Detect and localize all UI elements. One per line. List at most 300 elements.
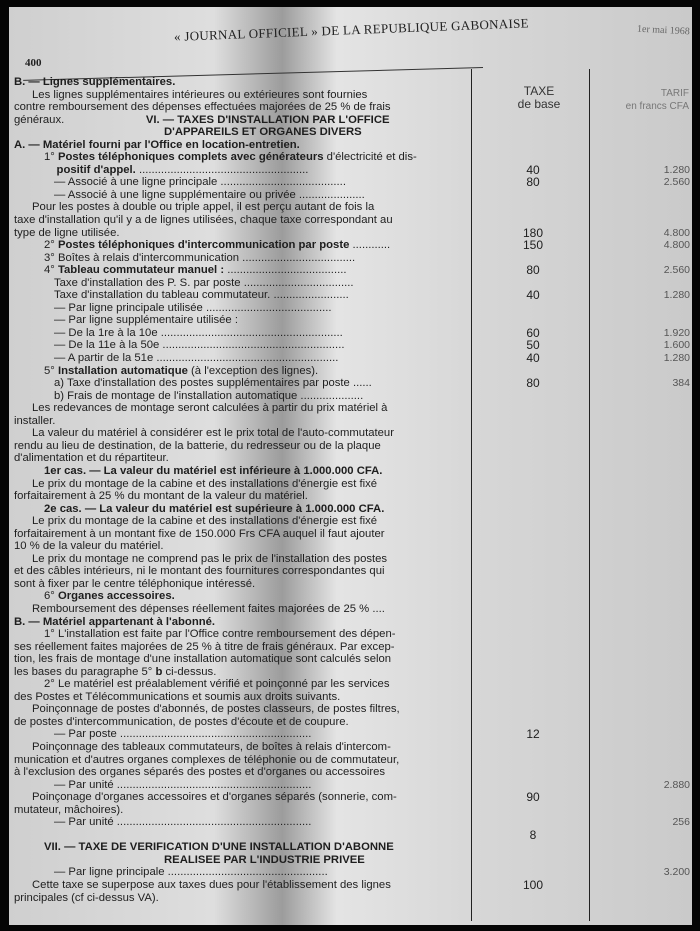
- tarif-cfa-value: [594, 89, 690, 102]
- taxe-de-base-value: [472, 703, 594, 716]
- line-text: [14, 603, 472, 616]
- line-body-text: ......................................: [224, 264, 347, 277]
- line-text: [14, 515, 472, 528]
- line-prefix: 2°: [44, 239, 58, 252]
- text-line: [14, 427, 694, 440]
- tarif-cfa-value: 4.800: [663, 226, 690, 239]
- line-body-text: Pour les postes à double ou triple appel, il est perçu autant de fois la: [32, 201, 375, 214]
- tarif-cfa-value: [594, 716, 690, 729]
- line-body-text: tion, les frais de montage d'une installation automatique sont calculés selon: [14, 653, 392, 666]
- text-line: [14, 277, 694, 290]
- taxe-de-base-value: [472, 616, 594, 629]
- line-text: [14, 239, 472, 252]
- taxe-de-base-value: [472, 478, 594, 491]
- line-body-text: [14, 829, 278, 841]
- taxe-de-base-value: 80: [526, 376, 540, 391]
- tarif-cfa-value: [594, 528, 690, 541]
- text-line: [14, 841, 694, 854]
- line-text: [14, 189, 472, 202]
- tarif-cfa-value: [594, 641, 690, 654]
- line-bold-text: VI. — TAXES D'INSTALLATION PAR L'OFFICE: [145, 113, 390, 126]
- text-line: [14, 176, 694, 189]
- line-body-text: d'alimentation et du répartiteur.: [14, 452, 169, 465]
- line-text: [14, 741, 472, 754]
- tarif-cfa-value: [594, 766, 690, 779]
- line-text: [14, 465, 472, 478]
- taxe-de-base-value: [472, 415, 594, 428]
- text-line: [14, 678, 694, 691]
- line-body-text: — Associé à une ligne supplémentaire ou privée .....................: [54, 188, 365, 201]
- line-body-text: — Par unité ..............................................................: [54, 778, 312, 791]
- tarif-cfa-value: [594, 252, 690, 265]
- taxe-de-base-value: 50: [526, 338, 540, 353]
- line-bold-text: 1er cas. — La valeur du matériel est inférieure à 1.000.000 CFA.: [44, 464, 383, 477]
- line-prefix: 6°: [44, 590, 58, 603]
- tarif-cfa-value: [594, 804, 690, 817]
- line-text: [14, 126, 472, 139]
- line-text: [14, 114, 472, 127]
- line-bold-text: Organes accessoires.: [57, 590, 175, 603]
- text-line: [14, 227, 694, 240]
- text-line: [14, 653, 694, 666]
- taxe-de-base-value: [472, 427, 594, 440]
- text-line: [14, 327, 694, 340]
- text-line: [14, 402, 694, 415]
- line-prefix: 1°: [44, 151, 58, 164]
- line-body-text: — Par ligne supplémentaire utilisée :: [54, 314, 238, 327]
- taxe-de-base-value: [472, 603, 594, 616]
- line-body-text: Poinçonage d'organes accessoires et d'organes séparés (sonnerie, com-: [32, 791, 397, 804]
- tarif-cfa-value: [594, 277, 690, 290]
- line-body-text: — Par ligne principale ...................................................: [54, 866, 328, 879]
- taxe-de-base-value: [472, 151, 594, 164]
- tarif-cfa-value: 3.200: [663, 866, 690, 879]
- line-text: [14, 503, 472, 516]
- line-body-text: — Associé à une ligne principale ........................................: [54, 176, 346, 189]
- line-body-text: ......................................................: [135, 163, 309, 176]
- text-line: [14, 866, 694, 879]
- line-body-text: contre remboursement des dépenses effectuées majorées de 25 % de frais: [14, 101, 391, 114]
- taxe-de-base-value: [472, 841, 594, 854]
- text-line: [14, 603, 694, 616]
- taxe-de-base-value: [472, 402, 594, 415]
- line-text: [14, 791, 472, 804]
- line-body-text: Poinçonnage de postes d'abonnés, de postes classeurs, de postes filtres,: [32, 703, 400, 716]
- text-line: [14, 365, 694, 378]
- taxe-de-base-value: 100: [522, 878, 544, 892]
- line-text: [14, 854, 472, 867]
- text-line: [14, 703, 694, 716]
- tarif-cfa-value: 1.600: [663, 339, 690, 352]
- column-header-tarif-line2: en francs CFA: [625, 101, 689, 112]
- line-text: [14, 590, 472, 603]
- line-text: [14, 314, 472, 327]
- taxe-de-base-value: [472, 641, 594, 654]
- taxe-de-base-value: 12: [526, 727, 540, 742]
- taxe-de-base-value: [472, 678, 594, 691]
- line-body-text: — De la 11e à la 50e ..........................................................: [54, 339, 345, 352]
- text-line: [14, 377, 694, 390]
- taxe-de-base-value: [472, 390, 594, 403]
- tarif-cfa-value: [594, 829, 690, 842]
- text-line: [14, 114, 694, 127]
- line-text: [14, 440, 472, 453]
- taxe-de-base-value: [472, 114, 594, 127]
- line-body-text: ............: [349, 239, 391, 252]
- taxe-de-base-value: [472, 89, 594, 102]
- taxe-de-base-value: [472, 653, 594, 666]
- line-bold-text: Postes téléphoniques complets avec générateurs: [57, 151, 324, 164]
- tarif-cfa-value: 2.560: [663, 176, 690, 189]
- taxe-de-base-value: [472, 666, 594, 679]
- tarif-cfa-value: [594, 114, 690, 127]
- taxe-de-base-value: [472, 854, 594, 867]
- text-line: [14, 139, 694, 152]
- tarif-cfa-value: [594, 390, 690, 403]
- text-line: [14, 641, 694, 654]
- taxe-de-base-value: [472, 139, 594, 152]
- taxe-de-base-value: [472, 189, 594, 202]
- tarif-cfa-value: [594, 653, 690, 666]
- tarif-cfa-value: [594, 201, 690, 214]
- tarif-cfa-value: [594, 678, 690, 691]
- text-line: [14, 854, 694, 867]
- line-bold-text: Installation automatique: [57, 364, 188, 377]
- text-line: [14, 252, 694, 265]
- tarif-cfa-value: 4.800: [663, 239, 690, 252]
- text-line: [14, 101, 694, 114]
- tarif-cfa-value: 2.880: [663, 778, 690, 791]
- line-body-text: 1° L'installation est faite par l'Office contre remboursement des dépen-: [44, 628, 396, 641]
- text-line: [14, 89, 694, 102]
- line-text: [14, 553, 472, 566]
- text-line: [14, 440, 694, 453]
- line-text: [14, 829, 472, 842]
- line-text: [14, 415, 472, 428]
- text-line: [14, 452, 694, 465]
- taxe-de-base-value: [472, 214, 594, 227]
- text-line: [14, 314, 694, 327]
- tarif-cfa-value: [594, 841, 690, 854]
- line-text: [14, 214, 472, 227]
- line-body-text: — Par unité ..............................................................: [54, 816, 312, 829]
- text-line: [14, 565, 694, 578]
- tarif-cfa-value: [594, 402, 690, 415]
- line-text: [14, 841, 472, 854]
- line-text: [14, 804, 472, 817]
- line-body-text: forfaitairement à 25 % du montant de la valeur du matériel.: [14, 490, 308, 503]
- tarif-cfa-value: [594, 302, 690, 315]
- line-body-text: Taxe d'installation du tableau commutateur. ........................: [54, 289, 349, 302]
- tarif-cfa-value: [594, 691, 690, 704]
- line-body-text: (à l'exception des lignes).: [187, 364, 319, 377]
- taxe-de-base-value: 40: [526, 162, 540, 177]
- line-body-text: Taxe d'installation des P. S. par poste ...................................: [54, 276, 354, 289]
- tarif-cfa-value: [594, 490, 690, 503]
- tarif-cfa-value: [594, 892, 690, 905]
- line-text: [14, 252, 472, 265]
- taxe-de-base-value: [472, 766, 594, 779]
- issue-date: 1er mai 1968: [636, 23, 691, 38]
- line-text: [14, 164, 472, 177]
- line-bold-text: Postes téléphoniques d'intercommunication par poste: [57, 239, 350, 252]
- line-text: [14, 728, 472, 741]
- tariff-table-body: [14, 76, 694, 904]
- text-line: [14, 892, 694, 905]
- taxe-de-base-value: 80: [526, 263, 540, 278]
- line-body-text: Les lignes supplémentaires intérieures ou extérieures sont fournies: [32, 88, 368, 101]
- line-body-text: — A partir de la 51e ..........................................................: [54, 352, 339, 365]
- text-line: [14, 390, 694, 403]
- line-text: [14, 866, 472, 879]
- tarif-cfa-value: [594, 754, 690, 767]
- tarif-cfa-value: [594, 427, 690, 440]
- line-text: [14, 327, 472, 340]
- taxe-de-base-value: [472, 892, 594, 905]
- line-text: [14, 754, 472, 767]
- line-text: [14, 277, 472, 290]
- taxe-de-base-value: [472, 553, 594, 566]
- line-text: [14, 703, 472, 716]
- line-body-text: — Par ligne principale utilisée ........................................: [54, 301, 332, 314]
- line-text: [14, 528, 472, 541]
- column-header-taxe-line1: TAXE: [523, 84, 555, 98]
- taxe-de-base-value: [472, 101, 594, 114]
- line-body-text: rendu au lieu de destination, de la batterie, du redresseur ou de la plaque: [14, 439, 381, 452]
- text-line: [14, 829, 694, 842]
- tarif-cfa-value: [594, 76, 690, 89]
- tarif-cfa-value: [594, 540, 690, 553]
- taxe-de-base-value: [472, 452, 594, 465]
- line-body-text: 10 % de la valeur du matériel.: [14, 540, 164, 553]
- column-header-taxe-line2: de base: [517, 97, 561, 111]
- line-bold-text: VII. — TAXE DE VERIFICATION D'UNE INSTALLATION D'ABONNE: [44, 841, 394, 854]
- taxe-de-base-value: [472, 76, 594, 89]
- line-body-text: principales (cf ci-dessus VA).: [14, 891, 159, 904]
- line-body-text: 3° Boîtes à relais d'intercommunication ....................................: [44, 251, 356, 264]
- tarif-cfa-value: [594, 590, 690, 603]
- line-body-text: taxe d'installation qu'il y a de lignes utilisées, chaque taxe correspondant au: [14, 214, 393, 227]
- line-body-text: 2° Le matériel est préalablement vérifié et poinçonné par les services: [44, 678, 390, 691]
- text-line: [14, 879, 694, 892]
- tarif-cfa-value: [594, 578, 690, 591]
- page-number: 400: [25, 57, 42, 69]
- line-text: [14, 716, 472, 729]
- line-body-text: Cette taxe se superpose aux taxes dues pour l'établissement des lignes: [32, 879, 391, 891]
- line-text: [14, 289, 472, 302]
- line-body-text: REALISEE PAR L'INDUSTRIE PRIVEE: [164, 853, 365, 866]
- tarif-cfa-value: [594, 616, 690, 629]
- taxe-de-base-value: [472, 816, 594, 829]
- taxe-de-base-value: [472, 302, 594, 315]
- line-body-text: Le prix du montage de la cabine et des installations d'énergie est fixé: [32, 515, 378, 528]
- line-text: [14, 101, 472, 114]
- line-text: [14, 565, 472, 578]
- line-prefix: généraux.: [14, 113, 146, 126]
- line-text: [14, 377, 472, 390]
- line-text: [14, 89, 472, 102]
- text-line: [14, 289, 694, 302]
- text-line: [14, 302, 694, 315]
- line-text: [14, 264, 472, 277]
- line-body-text: Les redevances de montage seront calculées à partir du prix matériel à: [32, 402, 388, 415]
- tarif-cfa-value: 2.560: [663, 264, 690, 277]
- tarif-cfa-value: [594, 101, 690, 114]
- tarif-cfa-value: [594, 666, 690, 679]
- taxe-de-base-value: 60: [526, 325, 540, 340]
- line-bold-text: Tableau commutateur manuel :: [57, 264, 225, 277]
- line-text: [14, 339, 472, 352]
- line-text: [14, 352, 472, 365]
- taxe-de-base-value: 150: [522, 238, 544, 253]
- tarif-cfa-value: [594, 440, 690, 453]
- line-prefix: les bases du paragraphe 5°: [14, 665, 156, 678]
- text-line: [14, 339, 694, 352]
- text-line: [14, 415, 694, 428]
- line-body-text: a) Taxe d'installation des postes supplémentaires par poste ......: [54, 377, 372, 390]
- text-line: [14, 528, 694, 541]
- taxe-de-base-value: [472, 590, 594, 603]
- line-body-text: Remboursement des dépenses réellement faites majorées de 25 % ....: [32, 602, 385, 615]
- line-text: [14, 892, 472, 905]
- text-line: [14, 804, 694, 817]
- text-line: [14, 754, 694, 767]
- taxe-de-base-value: [472, 565, 594, 578]
- tarif-cfa-value: [594, 879, 690, 892]
- line-body-text: mutateur, mâchoires).: [14, 803, 124, 816]
- text-line: [14, 791, 694, 804]
- journal-title: « JOURNAL OFFICIEL » DE LA REPUBLIQUE GABONAISE: [173, 15, 530, 44]
- line-bold-text: B. — Matériel appartenant à l'abonné.: [14, 615, 216, 628]
- text-line: [14, 465, 694, 478]
- taxe-de-base-value: [472, 540, 594, 553]
- line-bold-text: 2e cas. — La valeur du matériel est supérieure à 1.000.000 CFA.: [44, 502, 385, 515]
- line-text: [14, 76, 472, 89]
- tarif-cfa-value: [594, 553, 690, 566]
- text-line: [14, 716, 694, 729]
- line-text: [14, 302, 472, 315]
- line-text: [14, 578, 472, 591]
- taxe-de-base-value: [472, 804, 594, 817]
- line-body-text: sont à fixer par le centre téléphonique intéressé.: [14, 577, 256, 590]
- line-body-text: munication et d'autres organes complexes de téléphonie ou de commutateur,: [14, 753, 400, 766]
- line-body-text: D'APPAREILS ET ORGANES DIVERS: [164, 126, 362, 139]
- tarif-cfa-value: [594, 728, 690, 741]
- taxe-de-base-value: [472, 528, 594, 541]
- taxe-de-base-value: 40: [526, 351, 540, 366]
- line-bold-text: A. — Matériel fourni par l'Office en location-entretien.: [14, 138, 300, 151]
- line-bold-text: b: [155, 665, 163, 678]
- text-line: [14, 76, 694, 89]
- text-line: [14, 666, 694, 679]
- text-line: [14, 616, 694, 629]
- text-line: [14, 741, 694, 754]
- text-line: [14, 201, 694, 214]
- line-text: [14, 641, 472, 654]
- line-body-text: — De la 1re à la 10e ..........................................................: [54, 326, 343, 339]
- taxe-de-base-value: [472, 126, 594, 139]
- line-body-text: d'électricité et dis-: [323, 151, 417, 164]
- tarif-cfa-value: [594, 139, 690, 152]
- text-line: [14, 126, 694, 139]
- text-line: [14, 239, 694, 252]
- text-line: [14, 478, 694, 491]
- line-text: [14, 779, 472, 792]
- line-text: [14, 452, 472, 465]
- text-line: [14, 766, 694, 779]
- text-line: [14, 490, 694, 503]
- taxe-de-base-value: [472, 503, 594, 516]
- line-text: [14, 176, 472, 189]
- line-text: [14, 691, 472, 704]
- text-line: [14, 628, 694, 641]
- taxe-de-base-value: [472, 515, 594, 528]
- tarif-cfa-value: [594, 503, 690, 516]
- tarif-cfa-value: 1.280: [663, 289, 690, 302]
- line-body-text: ses réellement faites majorées de 25 % à titre de frais généraux. Par excep-: [14, 640, 395, 653]
- taxe-de-base-value: [472, 490, 594, 503]
- line-bold-text: B. — Lignes supplémentaires.: [14, 76, 176, 88]
- taxe-de-base-value: [472, 754, 594, 767]
- text-line: [14, 352, 694, 365]
- line-text: [14, 478, 472, 491]
- tarif-cfa-value: 1.280: [663, 352, 690, 365]
- text-line: [14, 590, 694, 603]
- line-text: [14, 666, 472, 679]
- line-text: [14, 390, 472, 403]
- tarif-cfa-value: [594, 126, 690, 139]
- taxe-de-base-value: 90: [526, 790, 540, 805]
- taxe-de-base-value: [472, 201, 594, 214]
- line-text: [14, 402, 472, 415]
- line-text: [14, 201, 472, 214]
- taxe-de-base-value: [472, 691, 594, 704]
- line-body-text: et des câbles intérieurs, ni le montant des fournitures correspondantes qui: [14, 565, 385, 578]
- tarif-cfa-value: 256: [672, 816, 690, 829]
- text-line: [14, 264, 694, 277]
- text-line: [14, 214, 694, 227]
- tarif-cfa-value: [594, 628, 690, 641]
- line-text: [14, 616, 472, 629]
- line-body-text: type de ligne utilisée.: [14, 226, 120, 239]
- line-text: [14, 628, 472, 641]
- line-body-text: b) Frais de montage de l'installation automatique ....................: [54, 389, 364, 402]
- taxe-de-base-value: [472, 440, 594, 453]
- text-line: [14, 189, 694, 202]
- taxe-de-base-value: [472, 578, 594, 591]
- text-line: [14, 151, 694, 164]
- text-line: [14, 503, 694, 516]
- tarif-cfa-value: [594, 365, 690, 378]
- line-text: [14, 227, 472, 240]
- line-text: [14, 427, 472, 440]
- line-text: [14, 653, 472, 666]
- tarif-cfa-value: [594, 465, 690, 478]
- taxe-de-base-value: 40: [526, 288, 540, 303]
- tarif-cfa-value: [594, 854, 690, 867]
- tarif-cfa-value: 1.920: [663, 326, 690, 339]
- line-body-text: installer.: [14, 414, 56, 427]
- tarif-cfa-value: [594, 515, 690, 528]
- text-line: [14, 164, 694, 177]
- line-body-text: à l'exclusion des organes séparés des postes et d'organes ou accessoires: [14, 766, 386, 779]
- text-line: [14, 816, 694, 829]
- column-header-tarif-line1: TARIF: [660, 88, 689, 99]
- text-line: [14, 779, 694, 792]
- line-text: [14, 766, 472, 779]
- tarif-cfa-value: [594, 478, 690, 491]
- tarif-cfa-value: [594, 741, 690, 754]
